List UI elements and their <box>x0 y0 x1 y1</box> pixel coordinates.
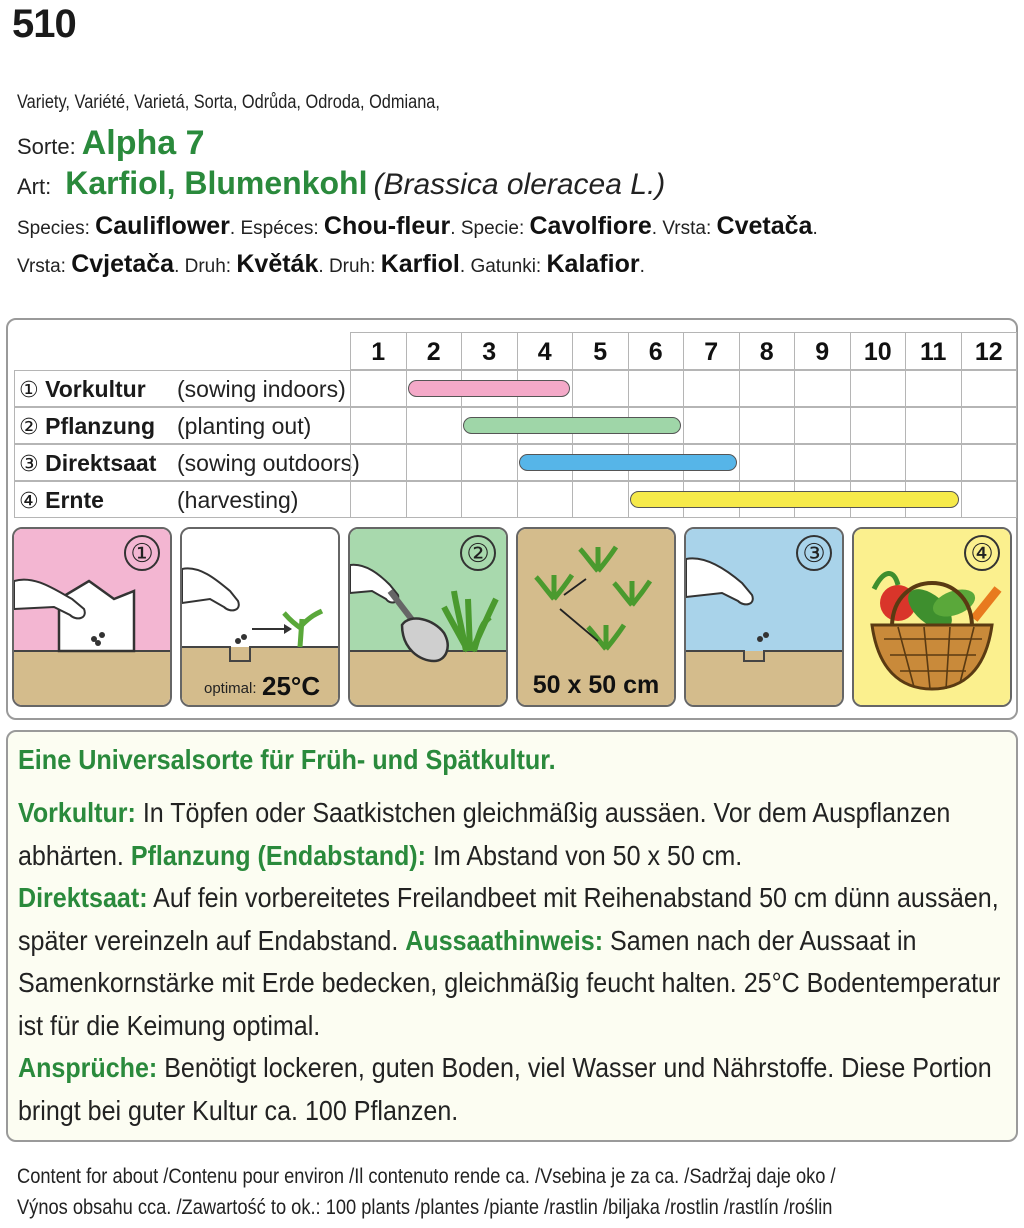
species-label: Druh: <box>328 256 376 277</box>
direktsaat-text: Auf fein vorbereitetes Freilandbeet mit Reihenabstand 50 cm dünn aussäen, später vereinzeln auf Endabstand. <box>18 882 999 956</box>
step-harvesting-picture <box>852 527 1012 707</box>
calendar-cell <box>517 481 574 518</box>
sorte-label: Sorte: <box>17 134 76 159</box>
species-label: Species: <box>17 218 90 239</box>
calendar-cell <box>905 407 962 444</box>
instructions-text <box>18 792 1003 1132</box>
step-planting-out-picture <box>348 527 508 707</box>
calendar-cell <box>683 407 740 444</box>
calendar-cell <box>350 370 407 407</box>
calendar-cell <box>739 444 796 481</box>
variety-line: Variety, Variété, Varietá, Sorta, Odrůda, Odroda, Odmiana, <box>17 92 440 113</box>
vorkultur-text: In Töpfen oder Saatkistchen gleichmäßig aussäen. Vor dem Auspflanzen abhärten. <box>18 797 951 871</box>
row-activity-english: (sowing outdoors) <box>177 450 360 476</box>
calendar-cell <box>683 370 740 407</box>
species-translation: Cvetača <box>716 212 813 240</box>
species-label: Druh: <box>184 256 232 277</box>
calendar-period-bar <box>463 417 681 434</box>
instructions-headline: Eine Universalsorte für Früh- und Spätkultur. <box>18 744 556 775</box>
species-label: Espéces: <box>240 218 319 239</box>
month-header-cell: 8 <box>739 332 796 370</box>
species-translation: Chou-fleur <box>323 212 451 240</box>
species-translation: Květák <box>236 250 319 278</box>
calendar-cell <box>406 481 463 518</box>
species-line-2: Vrsta: Cvjetača. Druh: Květák. Druh: Karfiol. Gatunki: Kalafior. <box>17 250 645 278</box>
calendar-period-bar <box>519 454 737 471</box>
ansprueche-text: Benötigt lockeren, guten Boden, viel Wasser und Nährstoffe. Diese Portion bringt bei guter Kultur ca. 100 Pflanzen. <box>18 1052 992 1126</box>
calendar-cell <box>794 444 851 481</box>
row-activity: Vorkultur <box>45 376 146 402</box>
growing-instructions <box>6 730 1018 1142</box>
species-translation: Cavolfiore <box>529 212 652 240</box>
calendar-cell <box>961 407 1018 444</box>
species-label: Specie: <box>460 218 525 239</box>
calendar-cell <box>850 370 907 407</box>
step-germination-picture <box>180 527 340 707</box>
month-header-cell: 11 <box>905 332 962 370</box>
spacing-label: 50 x 50 cm <box>532 671 660 699</box>
calendar-row-label <box>14 481 350 518</box>
month-header-cell: 10 <box>850 332 907 370</box>
month-header-cell: 12 <box>961 332 1018 370</box>
species-translation: Karfiol <box>380 250 460 278</box>
calendar-cell <box>572 481 629 518</box>
content-note-line-1: Content for about /Contenu pour environ /Il contenuto rende ca. /Vsebina je za ca. /Sadržaj daje oko / <box>17 1165 836 1188</box>
calendar-cell <box>961 370 1018 407</box>
row-activity: Direktsaat <box>45 450 157 476</box>
calendar-cell <box>461 481 518 518</box>
pflanzung-text: Im Abstand von 50 x 50 cm. <box>426 839 743 871</box>
pflanzung-label: Pflanzung (Endabstand): <box>130 839 427 871</box>
month-header-cell: 1 <box>350 332 407 370</box>
optimal-label: optimal: <box>204 680 257 697</box>
calendar-cell <box>905 370 962 407</box>
species-label: Gatunki: <box>470 256 542 277</box>
variety-name: Alpha 7 <box>81 124 205 162</box>
packet-code: 510 <box>12 2 76 46</box>
calendar-cell <box>406 444 463 481</box>
step-spacing-picture <box>516 527 676 707</box>
calendar-cell <box>794 407 851 444</box>
species-translation: Kalafior <box>546 250 640 278</box>
month-header-cell: 5 <box>572 332 629 370</box>
content-note-line-2: Výnos obsahu cca. /Zawartość to ok.: 100 plants /plantes /piante /rastlin /biljaka /rostlin /rastlín /roślin <box>17 1196 833 1219</box>
month-header-cell: 6 <box>628 332 685 370</box>
species-label: Vrsta: <box>17 256 66 277</box>
calendar-cell <box>905 444 962 481</box>
species-translation: Cauliflower <box>95 212 230 240</box>
month-header-cell: 2 <box>406 332 463 370</box>
species-line-1: Species: Cauliflower. Espéces: Chou-fleur. Specie: Cavolfiore. Vrsta: Cvetača. <box>17 212 818 240</box>
step-number-1: ① <box>130 539 154 569</box>
direktsaat-label: Direktsaat: <box>18 882 148 913</box>
aussaat-text: Samen nach der Aussaat in Samenkornstärke mit Erde bedecken, gleichmäßig feucht halten. 25°C Bodentemperatur ist für die Keimung optimal. <box>18 924 1001 1041</box>
month-header-cell: 4 <box>517 332 574 370</box>
step-number-3: ③ <box>802 539 826 569</box>
row-number: ② <box>19 414 39 439</box>
row-number: ④ <box>19 488 39 513</box>
row-activity: Pflanzung <box>45 413 156 439</box>
calendar-row-label <box>14 370 350 407</box>
row-activity: Ernte <box>45 487 104 513</box>
vorkultur-label: Vorkultur: <box>18 797 136 828</box>
calendar-cell <box>628 370 685 407</box>
row-activity-english: (harvesting) <box>177 487 299 513</box>
calendar-period-bar <box>408 380 571 397</box>
calendar-cell <box>739 407 796 444</box>
optimal-temperature: 25°C <box>262 671 321 701</box>
row-number: ③ <box>19 451 39 476</box>
calendar-cell <box>350 481 407 518</box>
calendar-cell <box>961 481 1018 518</box>
month-header-cell: 3 <box>461 332 518 370</box>
month-header-cell: 9 <box>794 332 851 370</box>
calendar-cell <box>350 444 407 481</box>
step-sowing-outdoors-picture <box>684 527 844 707</box>
calendar-cell <box>406 407 463 444</box>
calendar-cell <box>461 444 518 481</box>
row-activity-english: (sowing indoors) <box>177 376 346 402</box>
sorte-line <box>17 124 205 163</box>
calendar-period-bar <box>630 491 959 508</box>
species-translation: Cvjetača <box>71 250 175 278</box>
calendar-cell <box>850 444 907 481</box>
aussaat-label: Aussaathinweis: <box>405 924 604 956</box>
row-activity-english: (planting out) <box>177 413 312 439</box>
latin-name: (Brassica oleracea L.) <box>373 168 666 201</box>
species-name: Karfiol, Blumenkohl <box>65 165 368 201</box>
calendar-cell <box>350 407 407 444</box>
calendar-row-label <box>14 407 350 444</box>
ansprueche-label: Ansprüche: <box>18 1052 158 1083</box>
step-sowing-indoors-picture <box>12 527 172 707</box>
calendar-cell <box>739 370 796 407</box>
art-label: Art: <box>17 174 52 199</box>
art-line <box>17 165 665 202</box>
row-number: ① <box>19 377 39 402</box>
calendar-row-label <box>14 444 360 481</box>
month-header-cell: 7 <box>683 332 740 370</box>
calendar-cell <box>850 407 907 444</box>
step-number-2: ② <box>466 539 490 569</box>
calendar-cell <box>794 370 851 407</box>
step-number-4: ④ <box>970 539 994 569</box>
calendar-cell <box>572 370 629 407</box>
calendar-cell <box>961 444 1018 481</box>
species-label: Vrsta: <box>662 218 712 239</box>
